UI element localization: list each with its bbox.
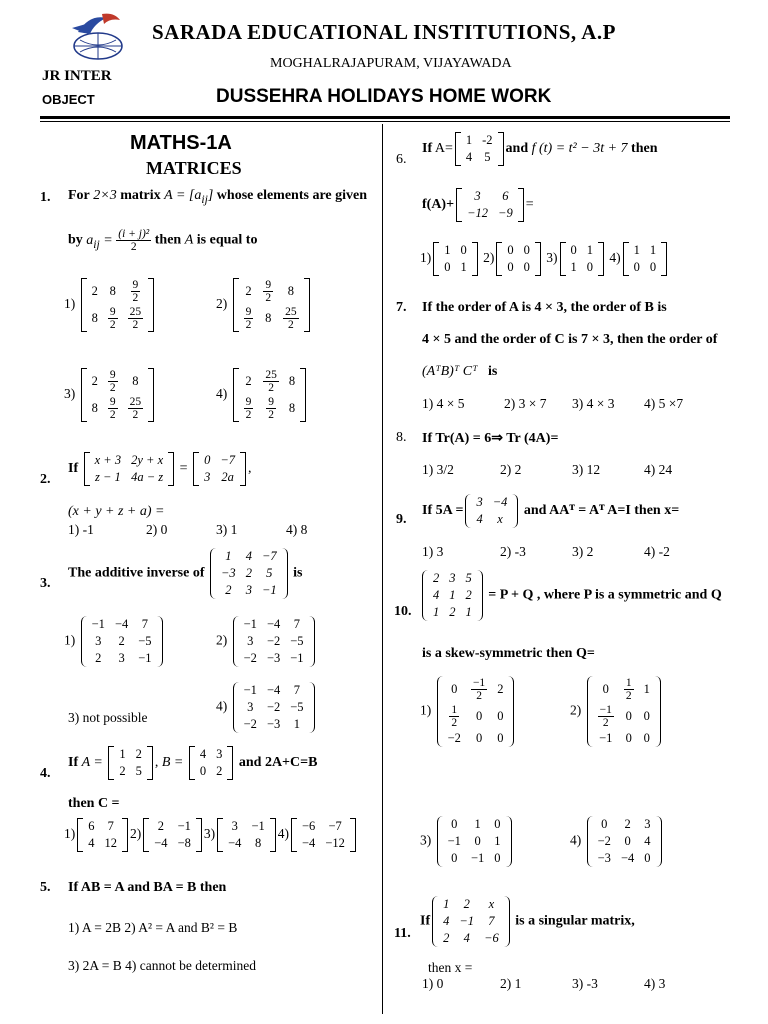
subject-title: MATHS-1A (130, 132, 232, 154)
q9-option-4[interactable]: 4) -2 (644, 544, 670, 559)
q2-number: 2. (40, 472, 51, 487)
q8-option-2[interactable]: 2) 2 (500, 462, 522, 477)
q2-equation: If x + 3 2y + x z − 1 4a − z = 0 −7 3 2a , (68, 453, 252, 484)
q9-number: 9. (396, 512, 407, 527)
q11-option-2[interactable]: 2) 1 (500, 976, 522, 991)
q3-text: The additive inverse of 1 4 −7 −3 2 5 2 3 −1 is (68, 549, 303, 597)
institution-name: SARADA EDUCATIONAL INSTITUTIONS, A.P (152, 20, 616, 44)
q6-option-1[interactable]: 1) 1 0 0 1 (420, 250, 480, 265)
q7-option-4[interactable]: 4) 5 ×7 (644, 396, 684, 411)
q4-option-3[interactable]: 3) 3 −1 −4 8 (204, 826, 278, 841)
q2-option-1[interactable]: 1) -1 (68, 522, 94, 537)
header-divider (40, 116, 730, 119)
q1-option-4[interactable]: 4) 2 $\frac{25}{2}$ 8 $\frac{9}{2}$ $\frac{9}{2}$ 8 (216, 368, 308, 422)
q3-option-3[interactable]: 3) not possible (68, 710, 148, 725)
q1-number: 1. (40, 190, 51, 205)
q6-option-3[interactable]: 3) 0 1 1 0 (546, 250, 606, 265)
q6-expression: f(A)+ 3 6 −12 −9 = (422, 189, 534, 220)
q9-option-3[interactable]: 3) 2 (572, 544, 594, 559)
q8-text: If Tr(A) = 6⇒ Tr (4A)= (422, 431, 559, 446)
q4-text: If A = 1 2 2 5 , B = 4 3 0 2 and 2A+C=B (68, 747, 318, 778)
q4-number: 4. (40, 766, 51, 781)
q11-option-4[interactable]: 4) 3 (644, 976, 666, 991)
q10-option-4[interactable]: 4) 0 2 3 −2 0 4 −3 −4 0 (570, 816, 664, 867)
q4-option-1[interactable]: 1) 6 7 4 12 (64, 826, 130, 841)
q3-option-4[interactable]: 4) −1 −4 7 3 −2 −5 −2 −3 1 (216, 682, 317, 733)
q3-option-1[interactable]: 1) −1 −4 7 3 2 −5 2 3 −1 (64, 616, 165, 667)
q10-option-3[interactable]: 3) 0 1 0 −1 0 1 0 −1 0 (420, 816, 514, 867)
q10-line-2: is a skew-symmetric then Q= (422, 646, 595, 661)
q2-option-2[interactable]: 2) 0 (146, 522, 168, 537)
q1-option-2[interactable]: 2) 2 $\frac{9}{2}$ 8 $\frac{9}{2}$ 8 $\frac{25}{2}$ (216, 278, 312, 332)
q9-text: If 5A = 3 −4 4 x and AAᵀ = Aᵀ A=I then x= (422, 495, 680, 526)
q6-options (420, 242, 669, 276)
header-divider-thin (40, 121, 730, 122)
column-divider (382, 124, 383, 1014)
q3-option-2[interactable]: 2) −1 −4 7 3 −2 −5 −2 −3 −1 (216, 616, 317, 667)
institution-location: MOGHALRAJAPURAM, VIJAYAWADA (270, 56, 512, 71)
q7-number: 7. (396, 300, 407, 315)
q11-option-3[interactable]: 3) -3 (572, 976, 598, 991)
q11-text: If 1 2 x 4 −1 7 2 4 −6 is a singular matrix, (420, 897, 635, 945)
institution-logo (64, 10, 128, 62)
q1-option-1[interactable]: 1) 2 8 $\frac{9}{2}$ 8 $\frac{9}{2}$ $\frac{25}{2}$ (64, 278, 156, 332)
q6-text: If A= 1 -2 4 5 and f (t) = t² − 3t + 7 then (422, 133, 658, 164)
q7-line-2: 4 × 5 and the order of C is 7 × 3, then the order of (422, 332, 718, 347)
q5-number: 5. (40, 880, 51, 895)
q7-option-1[interactable]: 1) 4 × 5 (422, 396, 465, 411)
q1-option-3[interactable]: 3) 2 $\frac{9}{2}$ 8 8 $\frac{9}{2}$ $\frac{25}{2}$ (64, 368, 156, 422)
q6-option-4[interactable]: 4) 1 1 0 0 (609, 250, 669, 265)
level-label: JR INTER (42, 68, 112, 84)
q11-option-1[interactable]: 1) 0 (422, 976, 444, 991)
q10-option-2[interactable]: 2) 0 $\frac{1}{2}$ 1 $\frac{-1}{2}$ 0 0 −1 0 0 (570, 676, 663, 747)
homework-title: DUSSEHRA HOLIDAYS HOME WORK (216, 86, 552, 107)
q4-option-2[interactable]: 2) 2 −1 −4 −8 (130, 826, 204, 841)
topic-title: MATRICES (146, 158, 242, 178)
q4-then: then C = (68, 796, 120, 811)
q7-option-2[interactable]: 2) 3 × 7 (504, 396, 547, 411)
q4-options (64, 818, 358, 852)
q9-option-1[interactable]: 1) 3 (422, 544, 444, 559)
q2-option-3[interactable]: 3) 1 (216, 522, 238, 537)
q11-then: then x = (428, 960, 473, 975)
q8-number: 8. (396, 430, 407, 445)
q7-expression: (AᵀB)ᵀ Cᵀ is (422, 364, 498, 379)
q10-number: 10. (394, 604, 412, 619)
q10-text: 2 3 5 4 1 2 1 2 1 = P + Q , where P is a symmetric and Q (420, 570, 722, 621)
q4-option-4[interactable]: 4) −6 −7 −4 −12 (278, 826, 358, 841)
type-label: OBJECT (42, 92, 95, 107)
q7-line-1: If the order of A is 4 × 3, the order of B is (422, 300, 667, 315)
q5-text: If AB = A and BA = B then (68, 880, 227, 895)
q2-option-4[interactable]: 4) 8 (286, 522, 308, 537)
q5-options-line-2[interactable]: 3) 2A = B 4) cannot be determined (68, 958, 256, 973)
q5-options-line-1[interactable]: 1) A = 2B 2) A² = A and B² = B (68, 920, 238, 935)
q8-option-3[interactable]: 3) 12 (572, 462, 601, 477)
q7-option-3[interactable]: 3) 4 × 3 (572, 396, 615, 411)
q2-expression: (x + y + z + a) = (68, 504, 165, 519)
q6-option-2[interactable]: 2) 0 0 0 0 (483, 250, 543, 265)
q8-option-1[interactable]: 1) 3/2 (422, 462, 454, 477)
q11-number: 11. (394, 926, 411, 941)
q3-number: 3. (40, 576, 51, 591)
q8-option-4[interactable]: 4) 24 (644, 462, 673, 477)
q1-text-2: by $a_{ij}$ = $\frac{\text{(i + j)²}}{2}$ then A is equal to (68, 228, 258, 253)
q1-text: For 2×3 matrix $A = [a_{ij}]$ whose elements are given (68, 188, 368, 206)
q6-number: 6. (396, 152, 407, 167)
q9-option-2[interactable]: 2) -3 (500, 544, 526, 559)
q10-option-1[interactable]: 1) 0 $\frac{-1}{2}$ 2 $\frac{1}{2}$ 0 0 −2 0 0 (420, 676, 516, 747)
